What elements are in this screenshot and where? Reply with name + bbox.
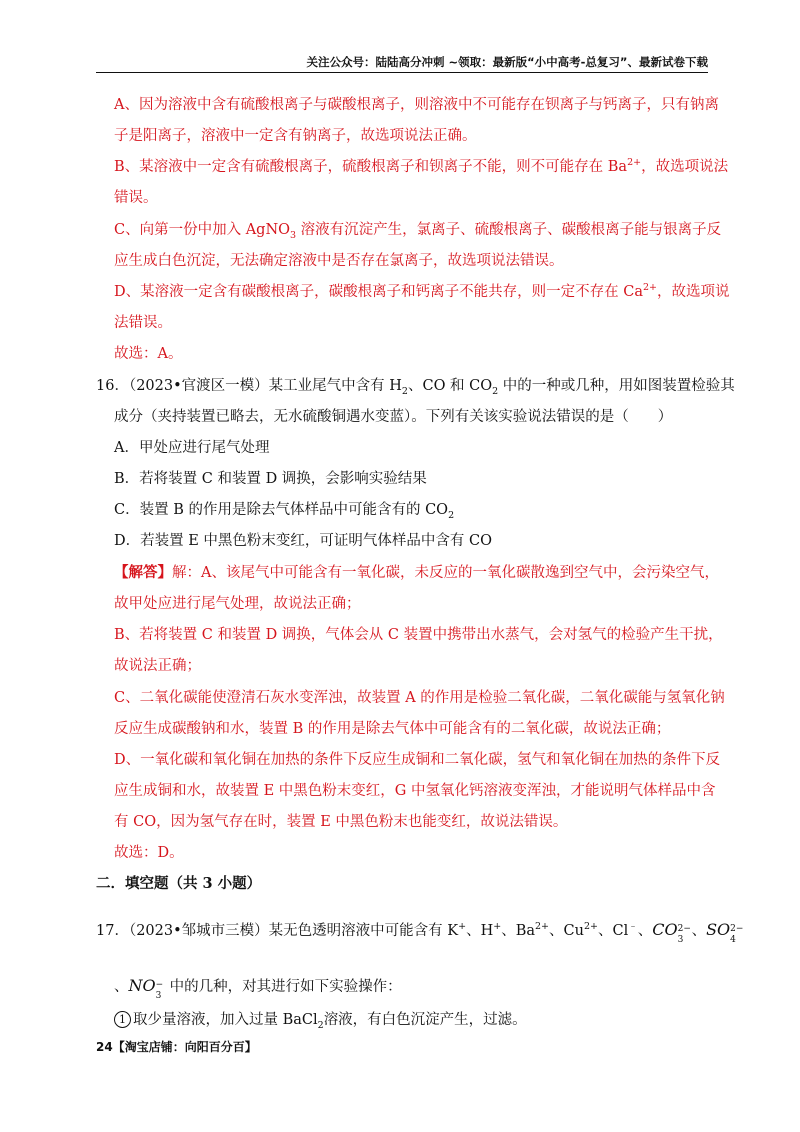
step-number-circle: 1 — [114, 1011, 131, 1028]
shop-info: 【淘宝店铺：向阳百分百】 — [112, 1040, 257, 1054]
q16-answer-line9: 有 CO，因为氢气存在时，装置 E 中黑色粉末也能变红，故说法错误。 — [114, 814, 568, 830]
page-footer — [96, 1038, 257, 1055]
section-title: 二．填空题（共 3 小题） — [96, 875, 262, 892]
q15-analysis-c-line2: 应生成白色沉淀，无法确定溶液中是否存在氯离子，故选项说法错误。 — [114, 253, 564, 269]
q16-answer-line5: C、二氧化碳能使澄清石灰水变浑浊，故装置 A 的作用是检验二氧化碳，二氧化碳能与氢氧化钠 — [114, 690, 725, 706]
q16-answer-line7: D、一氧化碳和氧化铜在加热的条件下反应生成铜和二氧化碳，氢气和氧化铜在加热的条件下反 — [114, 752, 721, 768]
q16-option-c: C．装置 B 的作用是除去气体样品中可能含有的 $CO_2$ — [114, 502, 455, 521]
q16-answer-line4: 故说法正确； — [114, 658, 201, 674]
q16-answer-line3: B、若将装置 C 和装置 D 调换，气体会从 C 装置中携带出水蒸气，会对氢气的检验产生干扰， — [114, 627, 723, 643]
q15-analysis-d-line2: 法错误。 — [114, 315, 172, 331]
header-divider — [96, 72, 708, 73]
q15-answer: 故选：A。 — [114, 346, 183, 362]
carbonate-ion-charge: 2− 3 — [677, 924, 691, 945]
q17-step1: 1 取少量溶液，加入过量 BaCl$_2$溶液，有白色沉淀产生，过滤。 — [114, 1010, 527, 1030]
q16-stem-line1: 16．（2023•官渡区一模）某工业尾气中含有 $H_2$、CO 和 $CO_2$ 中的一种或几种，用如图装置检验其 — [96, 378, 735, 397]
sulfate-ion-charge: 2− 4 — [730, 924, 744, 945]
page-header: 关注公众号：陆陆高分冲刺 ~领取：最新版“小中高考-总复习”、最新试卷下载 — [306, 55, 708, 69]
q16-answer-line6: 反应生成碳酸钠和水，装置 B 的作用是除去气体中可能含有的二氧化碳，故说法正确； — [114, 721, 671, 737]
q17-stem-line1: 17．（2023•邹城市三模）某无色透明溶液中可能含有 K+、H+、$Ba^{2+}$、$Cu^{2+}$、Cl﹣、CO 2− 3 、SO 2− 4 — [96, 920, 744, 945]
q16-option-a: A．甲处应进行尾气处理 — [114, 440, 270, 456]
nitrate-ion: NO — [128, 976, 156, 995]
q15-analysis-a-line2: 子是阳离子，溶液中一定含有钠离子，故选项说法正确。 — [114, 128, 477, 144]
q15-analysis-c-line1: C、向第一份中加入 AgNO$_3$ 溶液有沉淀产生，氯离子、硫酸根离子、碳酸根离子能与银离子反 — [114, 222, 722, 241]
page-number: 24 — [96, 1040, 113, 1054]
q15-analysis-a-line1: A、因为溶液中含有硫酸根离子与碳酸根离子，则溶液中不可能存在钡离子与钙离子，只有钠离 — [114, 97, 719, 113]
nitrate-ion-charge: − 3 — [155, 980, 164, 1001]
q16-option-b: B．若将装置 C 和装置 D 调换，会影响实验结果 — [114, 471, 427, 487]
q15-analysis-d-line1: D、某溶液一定含有碳酸根离子，碳酸根离子和钙离子不能共存，则一定不存在 $Ca^{2+}$，故选项说 — [114, 282, 730, 300]
q17-stem-line2: 、NO − 3 中的几种，对其进行如下实验操作： — [114, 976, 402, 1001]
q16-option-d: D．若装置 E 中黑色粉末变红，可证明气体样品中含有 CO — [114, 533, 493, 549]
q16-answer-line1: 【解答】解：A、该尾气中可能含有一氧化碳，未反应的一氧化碳散逸到空气中，会污染空气， — [114, 564, 719, 581]
q15-analysis-b-line2: 错误。 — [114, 190, 158, 206]
q16-answer-line8: 应生成铜和水，故装置 E 中黑色粉末变红，G 中氢氧化钙溶液变浑浊，才能说明气体样品中含 — [114, 783, 716, 799]
q15-analysis-b-line1: B、某溶液中一定含有硫酸根离子，硫酸根离子和钡离子不能，则不可能存在 $Ba^{2+}$，故选项说法 — [114, 157, 729, 175]
q16-answer: 故选：D。 — [114, 845, 184, 861]
answer-tag: 【解答】 — [114, 564, 172, 581]
q16-answer-line2: 故甲处应进行尾气处理，故说法正确； — [114, 596, 361, 612]
carbonate-ion: CO — [652, 920, 678, 939]
q16-stem-line2: 成分（夹持装置已略去，无水硫酸铜遇水变蓝）。下列有关该实验说法错误的是（ ） — [114, 409, 673, 425]
sulfate-ion: SO — [706, 920, 731, 939]
